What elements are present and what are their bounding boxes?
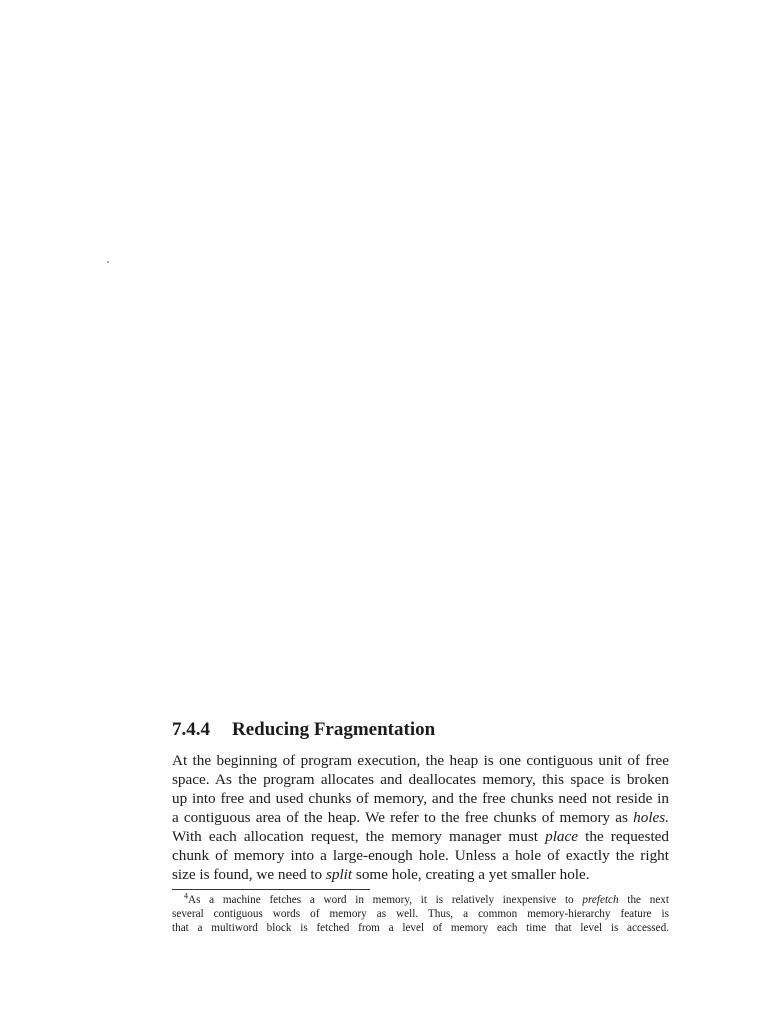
term-place: place [545,828,578,845]
paragraph-text: a contiguous area of the heap. We refer to the free chunks of memory as [172,809,634,826]
footnote-rule [172,889,370,890]
paragraph-line: At the beginning of program execution, the heap is one contiguous unit of free [172,752,669,769]
paragraph-line: space. As the program allocates and deallocates memory, this space is broken [172,771,669,788]
section-title: Reducing Fragmentation [232,719,436,740]
footnote-line: several contiguous words of memory as well. Thus, a common memory-hierarchy feature is [172,908,669,920]
section-7-4-4 [172,718,672,935]
footnote-text: As a machine fetches a word in memory, it is relatively inexpensive to [188,894,583,906]
paragraph-line [172,865,669,884]
paragraph-text: the requested [578,828,669,845]
section-number: 7.4.4 [172,719,210,740]
term-prefetch: prefetch [582,894,619,906]
paragraph-text: size is found, we need to [172,866,326,883]
paragraph-line: up into free and used chunks of memory, and the free chunks need not reside in [172,790,669,807]
paragraph-text: With each allocation request, the memory manager must [172,828,546,845]
footnote [172,893,669,935]
footnote-mark: 4 [184,891,188,901]
term-split: split [325,866,353,883]
footnote-line: that a multiword block is fetched from a level of memory each time that level is accessed. [172,922,669,934]
scan-speck [107,261,109,263]
paragraph-line [172,808,669,827]
section-heading [172,718,672,742]
term-holes: holes. [633,809,669,826]
footnote-text: the next [618,894,669,906]
footnote-line [172,893,669,907]
paragraph-text: some hole, creating a yet smaller hole. [352,866,590,883]
paragraph-line: chunk of memory into a large-enough hole. Unless a hole of exactly the right [172,847,669,864]
body-paragraph [172,751,669,884]
paragraph-line [172,827,669,846]
